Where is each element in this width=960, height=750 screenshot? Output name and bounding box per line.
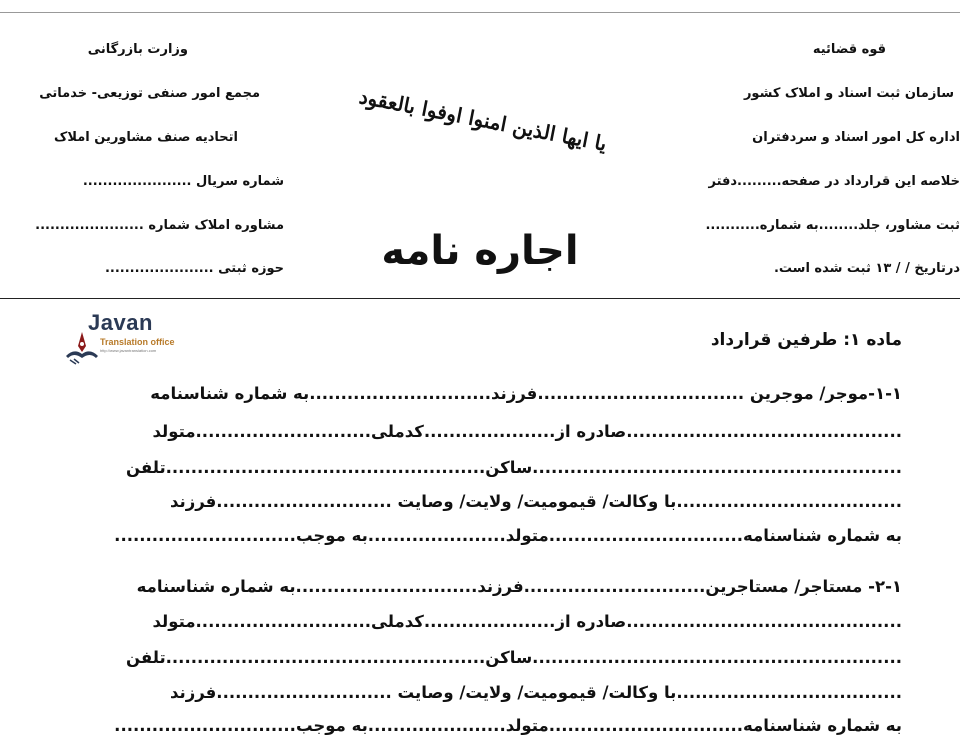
lessee-line-3: ...........................................................ساکن...................................................تلفن (125, 648, 902, 667)
lessee-line-2: ............................................صادره از.....................کدملی............................متولد (152, 612, 902, 631)
header-notary-dept: اداره کل امور اسناد و سردفتران (752, 130, 960, 145)
header-registration-org: سازمان ثبت اسناد و املاک کشور (743, 86, 954, 101)
javan-logo (62, 310, 182, 372)
lessee-line-5: به شماره شناسنامه...............................متولد......................به موجب............................. (114, 716, 902, 735)
logo-url: http://www.javantranslation.com (100, 348, 157, 353)
motto-verse: یا ایها الذین امنوا اوفوا بالعقود (357, 84, 609, 156)
header-judiciary: قوه قضائیه (812, 42, 886, 57)
header-realtors-union: اتحادیه صنف مشاورین املاک (54, 130, 238, 145)
section-title: ماده ۱: طرفین قرارداد (710, 330, 902, 350)
top-rule (0, 12, 960, 13)
header-divider (0, 298, 960, 299)
header-agency-number: مشاوره املاک شماره ...................... (35, 218, 284, 233)
header-guild-assembly: مجمع امور صنفی توزیعی- خدماتی (39, 86, 260, 101)
header-volume-number: ثبت مشاور، جلد........به شماره........... (705, 218, 960, 233)
lessor-line-1: ۱-۱-موجر/ موجرین .................................فرزند.............................به شماره شناسنامه (150, 384, 902, 403)
lessor-line-2: ............................................صادره از.....................کدملی............................متولد (152, 422, 902, 441)
pen-book-icon (62, 330, 102, 370)
header-summary-page: خلاصه این قرارداد در صفحه.........دفتر (708, 174, 960, 189)
lessee-line-4: ....................................با وکالت/ قیمومیت/ ولایت/ وصایت ............................فرزند (170, 683, 902, 702)
lessor-line-4: ....................................با وکالت/ قیمومیت/ ولایت/ وصایت ............................فرزند (170, 492, 902, 511)
lessor-line-3: ...........................................................ساکن...................................................تلفن (125, 458, 902, 477)
document-title: اجاره نامه (381, 228, 579, 274)
header-registration-date: درتاریخ / / ۱۳ ثبت شده است. (773, 261, 960, 276)
lessee-line-1: ۲-۱- مستاجر/ مستاجرین.............................فرزند.............................به شماره شناسنامه (136, 577, 902, 596)
logo-wordmark: Javan (88, 310, 153, 335)
logo-tagline: Translation office (100, 337, 175, 347)
header-registry-zone: حوزه ثبتی ...................... (104, 261, 284, 276)
lessor-line-5: به شماره شناسنامه...............................متولد......................به موجب............................. (114, 526, 902, 545)
header-serial-number: شماره سریال ...................... (82, 174, 284, 189)
header-commerce-ministry: وزارت بازرگانی (87, 42, 188, 57)
